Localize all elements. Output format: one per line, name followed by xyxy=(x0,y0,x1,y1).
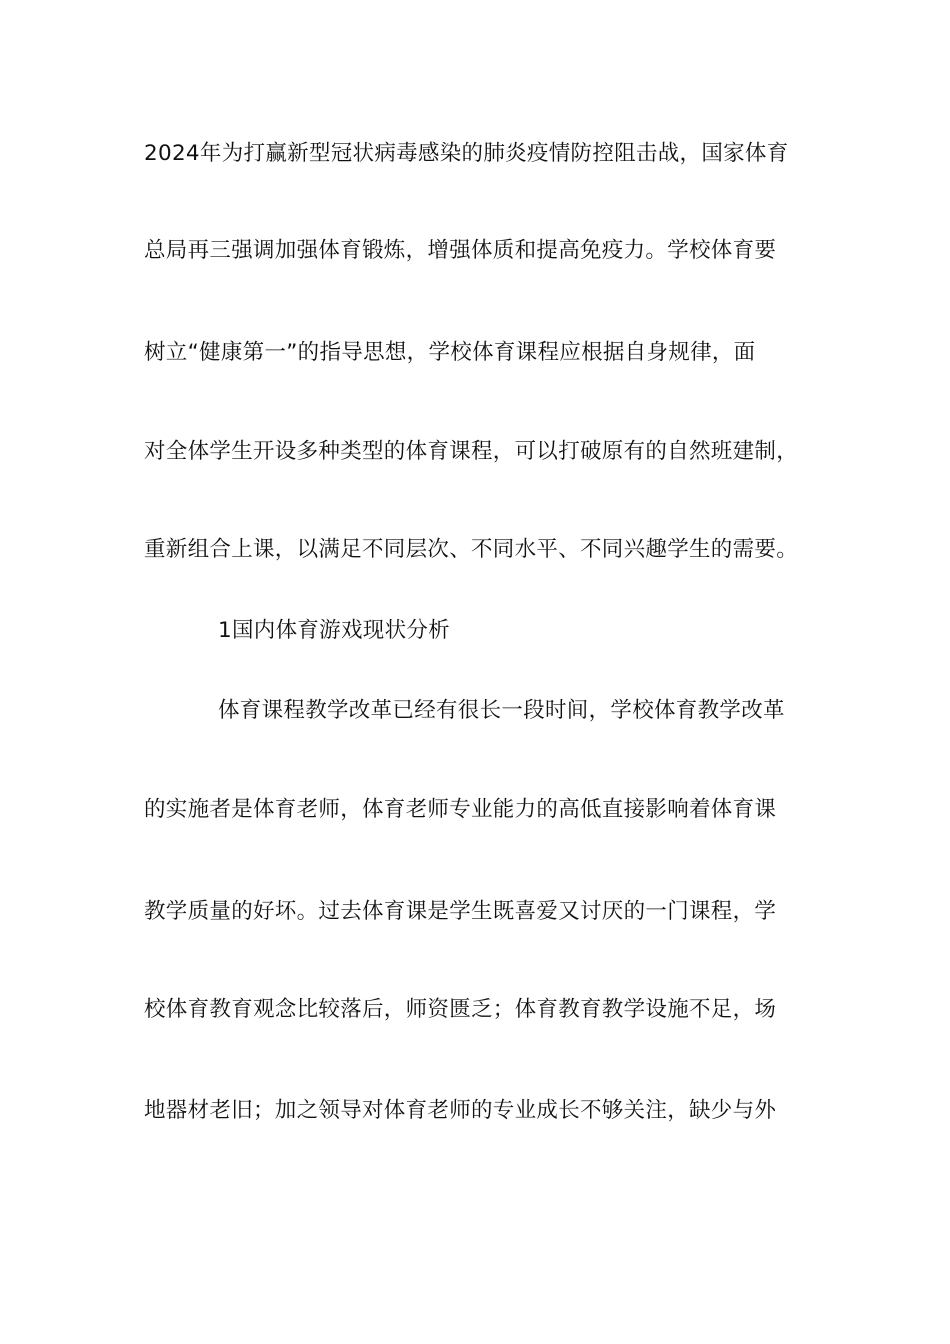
paragraph-1-line-2: 总局再三强调加强体育锻炼，增强体质和提高免疫力。学校体育要 xyxy=(144,238,777,263)
section-heading: 1国内体育游戏现状分析 xyxy=(218,618,450,643)
paragraph-1-line-5: 重新组合上课，以满足不同层次、不同水平、不同兴趣学生的需要。 xyxy=(144,537,799,562)
paragraph-2-line-1: 体育课程教学改革已经有很长一段时间，学校体育教学改革 xyxy=(218,698,785,723)
paragraph-2-line-4: 校体育教育观念比较落后，师资匮乏；体育教育教学设施不足，场 xyxy=(144,997,777,1022)
paragraph-1-line-3: 树立“健康第一”的指导思想，学校体育课程应根据自身规律，面 xyxy=(144,340,756,365)
paragraph-2-line-3: 教学质量的好坏。过去体育课是学生既喜爱又讨厌的一门课程，学 xyxy=(144,899,777,924)
paragraph-2-line-2: 的实施者是体育老师，体育老师专业能力的高低直接影响着体育课 xyxy=(144,797,777,822)
paragraph-1-line-1: 2024年为打赢新型冠状病毒感染的肺炎疫情防控阻击战，国家体育 xyxy=(144,141,789,166)
paragraph-2-line-5: 地器材老旧；加之领导对体育老师的专业成长不够关注，缺少与外 xyxy=(144,1098,777,1123)
paragraph-1-line-4: 对全体学生开设多种类型的体育课程，可以打破原有的自然班建制， xyxy=(144,439,799,464)
